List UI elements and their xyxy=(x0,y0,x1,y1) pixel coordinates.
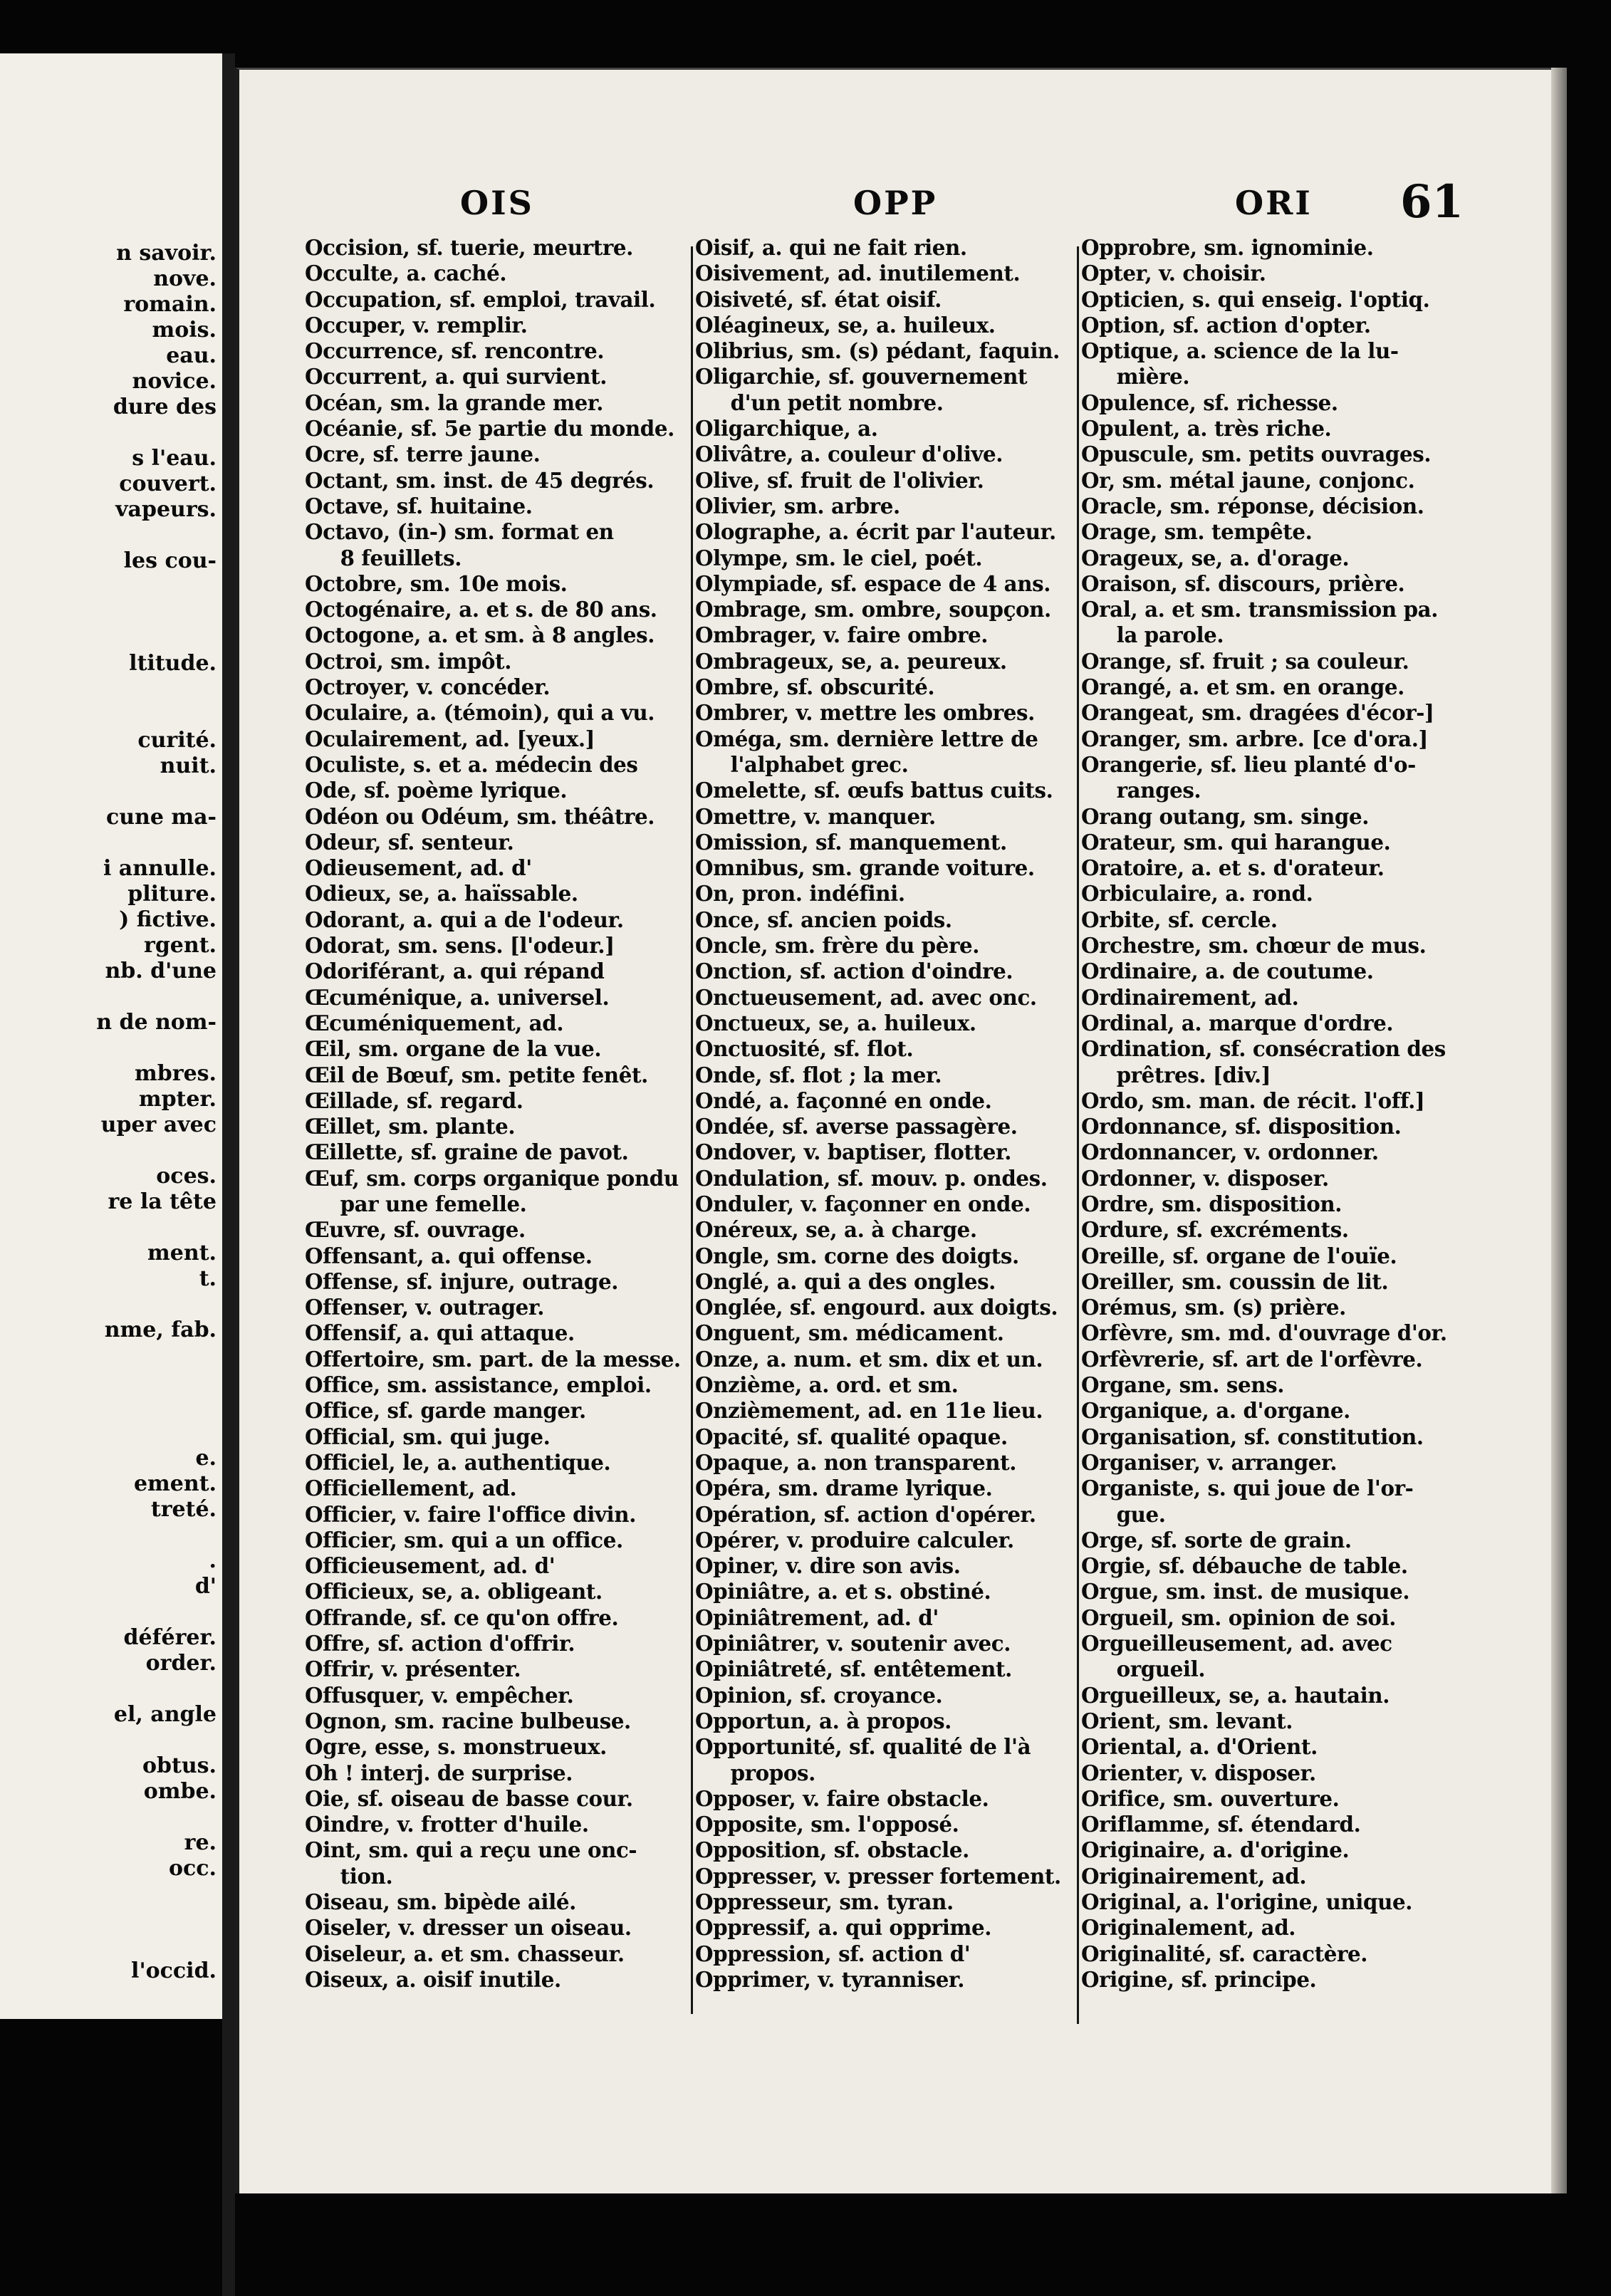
left-page-line: ombe. xyxy=(143,1779,217,1804)
left-page-line: t. xyxy=(199,1266,217,1291)
dictionary-entry: Oreille, sf. organe de l'ouïe. xyxy=(1081,1243,1397,1268)
dictionary-entry: Oranger, sm. arbre. [ce d'ora.] xyxy=(1081,726,1428,751)
dictionary-entry: Originalité, sf. caractère. xyxy=(1081,1941,1368,1966)
dictionary-entry: Odorant, a. qui a de l'odeur. xyxy=(305,907,624,932)
left-page-line: . xyxy=(209,1548,217,1573)
dictionary-entry: Orateur, sm. qui harangue. xyxy=(1081,829,1391,855)
dictionary-entry: Onguent, sm. médicament. xyxy=(695,1320,1004,1346)
dictionary-entry: Oppresseur, sm. tyran. xyxy=(695,1889,954,1914)
left-page-line: novice. xyxy=(132,369,217,394)
dictionary-entry: Orfèvrerie, sf. art de l'orfèvre. xyxy=(1081,1346,1423,1372)
left-page-line: déférer. xyxy=(123,1625,217,1650)
dictionary-entry: Odieux, se, a. haïssable. xyxy=(305,881,578,907)
entry-continuation: l'alphabet grec. xyxy=(730,751,909,777)
dictionary-entry: Octogone, a. et sm. à 8 angles. xyxy=(305,622,655,648)
dictionary-entry: Opter, v. choisir. xyxy=(1081,261,1266,286)
dictionary-entry: Oie, sf. oiseau de basse cour. xyxy=(305,1785,633,1811)
dictionary-entry: Oreiller, sm. coussin de lit. xyxy=(1081,1268,1389,1294)
dictionary-entry: Or, sm. métal jaune, conjonc. xyxy=(1081,467,1415,493)
dictionary-entry: Olibrius, sm. (s) pédant, faquin. xyxy=(695,338,1060,364)
dictionary-entry: Officiellement, ad. xyxy=(305,1476,517,1501)
dictionary-entry: Omettre, v. manquer. xyxy=(695,803,936,829)
dictionary-entry: Orgue, sm. inst. de musique. xyxy=(1081,1579,1410,1604)
dictionary-entry: Opticien, s. qui enseig. l'optiq. xyxy=(1081,286,1430,312)
dictionary-entry: Oisif, a. qui ne fait rien. xyxy=(695,235,967,260)
dictionary-entry: Oint, sm. qui a reçu une onc- xyxy=(305,1837,637,1863)
dictionary-entry: Orifice, sm. ouverture. xyxy=(1081,1785,1340,1811)
dictionary-entry: Offenser, v. outrager. xyxy=(305,1295,545,1320)
dictionary-entry: Olivâtre, a. couleur d'olive. xyxy=(695,442,1003,467)
dictionary-entry: Office, sm. assistance, emploi. xyxy=(305,1372,652,1398)
dictionary-entry: Occision, sf. tuerie, meurtre. xyxy=(305,235,633,260)
dictionary-entry: Onction, sf. action d'oindre. xyxy=(695,959,1013,984)
dictionary-entry: Oratoire, a. et s. d'orateur. xyxy=(1081,855,1385,881)
dictionary-entry: Onéreux, se, a. à charge. xyxy=(695,1217,977,1243)
dictionary-entry: Oiseux, a. oisif inutile. xyxy=(305,1966,561,1992)
dictionary-entry: Odieusement, ad. d' xyxy=(305,855,532,881)
left-page-line: nuit. xyxy=(160,753,217,778)
left-page-line: order. xyxy=(145,1651,217,1676)
dictionary-entry: Opiniâtreté, sf. entêtement. xyxy=(695,1656,1012,1682)
dictionary-entry: Opposition, sf. obstacle. xyxy=(695,1837,969,1863)
dictionary-entry: Opaque, a. non transparent. xyxy=(695,1449,1017,1475)
dictionary-entry: Oiseler, v. dresser un oiseau. xyxy=(305,1915,632,1941)
dictionary-entry: Oléagineux, se, a. huileux. xyxy=(695,312,996,338)
dictionary-entry: On, pron. indéfini. xyxy=(695,881,905,907)
dictionary-entry: Optique, a. science de la lu- xyxy=(1081,338,1399,364)
left-page-line: nove. xyxy=(153,266,217,291)
left-page-line: rgent. xyxy=(144,933,217,958)
dictionary-entry: Opacité, sf. qualité opaque. xyxy=(695,1424,1008,1449)
left-page-line: l'occid. xyxy=(131,1958,217,1983)
dictionary-entry: Opéra, sm. drame lyrique. xyxy=(695,1476,993,1501)
dictionary-entry: Oligarchique, a. xyxy=(695,416,878,442)
entry-continuation: 8 feuillets. xyxy=(340,545,462,570)
dictionary-entry: Opiner, v. dire son avis. xyxy=(695,1553,961,1579)
dictionary-entry: Oisiveté, sf. état oisif. xyxy=(695,286,942,312)
dictionary-entry: Once, sf. ancien poids. xyxy=(695,907,952,932)
dictionary-entry: Orgueilleusement, ad. avec xyxy=(1081,1631,1392,1656)
left-page-line: occ. xyxy=(169,1856,217,1881)
dictionary-entry: Opiniâtrer, v. soutenir avec. xyxy=(695,1631,1011,1656)
column-1 xyxy=(305,235,689,1993)
dictionary-entry: Opiniâtrement, ad. d' xyxy=(695,1604,939,1630)
dictionary-entry: Ordure, sf. excréments. xyxy=(1081,1217,1349,1243)
dictionary-entry: Officieusement, ad. d' xyxy=(305,1553,556,1579)
dictionary-entry: Oriflamme, sf. étendard. xyxy=(1081,1812,1361,1837)
dictionary-entry: Oncle, sm. frère du père. xyxy=(695,933,980,959)
page-edge xyxy=(1551,68,1567,2193)
dictionary-entry: Offusquer, v. empêcher. xyxy=(305,1682,574,1708)
dictionary-entry: Offertoire, sm. part. de la messe. xyxy=(305,1346,681,1372)
left-page-line: e. xyxy=(195,1446,217,1471)
dictionary-entry: Ordonner, v. disposer. xyxy=(1081,1165,1329,1191)
entry-continuation: la parole. xyxy=(1116,622,1224,648)
dictionary-entry: Ombre, sf. obscurité. xyxy=(695,674,935,700)
dictionary-entry: Omelette, sf. œufs battus cuits. xyxy=(695,778,1053,803)
dictionary-entry: Orageux, se, a. d'orage. xyxy=(1081,545,1350,570)
scan-background xyxy=(235,2193,1567,2296)
dictionary-entry: Œil, sm. organe de la vue. xyxy=(305,1036,602,1062)
left-page-line: n de nom- xyxy=(96,1010,217,1035)
dictionary-entry: Olivier, sm. arbre. xyxy=(695,493,900,518)
dictionary-entry: Orfèvre, sm. md. d'ouvrage d'or. xyxy=(1081,1320,1447,1346)
dictionary-entry: Officiel, le, a. authentique. xyxy=(305,1449,611,1475)
dictionary-entry: Odéon ou Odéum, sm. théâtre. xyxy=(305,803,655,829)
left-page-line: pliture. xyxy=(127,882,217,907)
book-spine xyxy=(222,53,235,2296)
dictionary-entry: Oméga, sm. dernière lettre de xyxy=(695,726,1038,751)
dictionary-entry: Orge, sf. sorte de grain. xyxy=(1081,1527,1352,1553)
dictionary-entry: Opposer, v. faire obstacle. xyxy=(695,1785,989,1811)
dictionary-entry: Onctueux, se, a. huileux. xyxy=(695,1010,976,1035)
header-left-word: OIS xyxy=(460,184,534,222)
dictionary-entry: Olympe, sm. le ciel, poét. xyxy=(695,545,983,570)
left-page-line: ) fictive. xyxy=(119,907,217,932)
dictionary-entry: Oiseleur, a. et sm. chasseur. xyxy=(305,1941,625,1966)
dictionary-entry: Organique, a. d'organe. xyxy=(1081,1398,1350,1424)
dictionary-entry: Organe, sm. sens. xyxy=(1081,1372,1285,1398)
dictionary-entry: Organiste, s. qui joue de l'or- xyxy=(1081,1476,1414,1501)
dictionary-entry: Officier, v. faire l'office divin. xyxy=(305,1501,637,1527)
entry-continuation: gue. xyxy=(1116,1501,1166,1527)
dictionary-entry: Ocre, sf. terre jaune. xyxy=(305,442,541,467)
dictionary-entry: Official, sm. qui juge. xyxy=(305,1424,551,1449)
entry-continuation: tion. xyxy=(340,1863,393,1889)
left-page-line: ltitude. xyxy=(129,651,217,676)
dictionary-entry: Offensant, a. qui offense. xyxy=(305,1243,593,1268)
dictionary-entry: Odeur, sf. senteur. xyxy=(305,829,514,855)
left-page-line: treté. xyxy=(150,1497,217,1522)
dictionary-entry: Orang outang, sm. singe. xyxy=(1081,803,1370,829)
entry-continuation: orgueil. xyxy=(1116,1656,1206,1682)
column-divider-1 xyxy=(691,246,693,2014)
left-page-line: re la tête xyxy=(108,1189,217,1214)
left-page-line: s l'eau. xyxy=(132,446,217,471)
dictionary-entry: Œil de Bœuf, sm. petite fenêt. xyxy=(305,1062,648,1087)
dictionary-entry: Oligarchie, sf. gouvernement xyxy=(695,364,1028,390)
dictionary-entry: Ordinairement, ad. xyxy=(1081,984,1299,1010)
dictionary-entry: Ordo, sm. man. de récit. l'off.] xyxy=(1081,1087,1425,1113)
dictionary-entry: Odorat, sm. sens. [l'odeur.] xyxy=(305,933,615,959)
dictionary-entry: Opprobre, sm. ignominie. xyxy=(1081,235,1374,260)
dictionary-entry: Opportun, a. à propos. xyxy=(695,1708,952,1733)
dictionary-entry: Olympiade, sf. espace de 4 ans. xyxy=(695,570,1051,596)
left-page-line: oces. xyxy=(156,1164,217,1189)
dictionary-entry: Océanie, sf. 5e partie du monde. xyxy=(305,416,674,442)
dictionary-entry: Oculiste, s. et a. médecin des xyxy=(305,751,638,777)
dictionary-entry: Origine, sf. principe. xyxy=(1081,1966,1317,1992)
header-right-word: ORI xyxy=(1235,184,1313,222)
dictionary-entry: Omnibus, sm. grande voiture. xyxy=(695,855,1035,881)
dictionary-entry: Orgueilleux, se, a. hautain. xyxy=(1081,1682,1390,1708)
dictionary-entry: Orangeat, sm. dragées d'écor-] xyxy=(1081,700,1434,726)
dictionary-entry: Orémus, sm. (s) prière. xyxy=(1081,1295,1346,1320)
dictionary-entry: Orange, sf. fruit ; sa couleur. xyxy=(1081,648,1409,674)
header-center-word: OPP xyxy=(853,184,938,222)
dictionary-entry: Orbite, sf. cercle. xyxy=(1081,907,1278,932)
dictionary-entry: Offensif, a. qui attaque. xyxy=(305,1320,575,1346)
dictionary-entry: Occupation, sf. emploi, travail. xyxy=(305,286,656,312)
dictionary-entry: Originairement, ad. xyxy=(1081,1863,1307,1889)
dictionary-entry: Ondée, sf. averse passagère. xyxy=(695,1114,1018,1139)
dictionary-entry: Opinion, sf. croyance. xyxy=(695,1682,943,1708)
left-page-line: n savoir. xyxy=(116,241,217,266)
dictionary-entry: Ombrager, v. faire ombre. xyxy=(695,622,989,648)
dictionary-entry: Orgueil, sm. opinion de soi. xyxy=(1081,1604,1397,1630)
dictionary-page xyxy=(235,68,1555,2196)
entry-continuation: par une femelle. xyxy=(340,1191,527,1216)
dictionary-entry: Œillette, sf. graine de pavot. xyxy=(305,1139,629,1165)
dictionary-entry: Octogénaire, a. et s. de 80 ans. xyxy=(305,597,657,622)
left-page-line: obtus. xyxy=(142,1753,217,1778)
dictionary-entry: Oculaire, a. (témoin), qui a vu. xyxy=(305,700,655,726)
dictionary-entry: Oppresser, v. presser fortement. xyxy=(695,1863,1061,1889)
dictionary-entry: Offrande, sf. ce qu'on offre. xyxy=(305,1604,619,1630)
dictionary-entry: Offense, sf. injure, outrage. xyxy=(305,1268,619,1294)
dictionary-entry: Oriental, a. d'Orient. xyxy=(1081,1734,1318,1760)
dictionary-entry: Occurrent, a. qui survient. xyxy=(305,364,608,390)
dictionary-entry: Orienter, v. disposer. xyxy=(1081,1760,1316,1785)
dictionary-entry: Olographe, a. écrit par l'auteur. xyxy=(695,519,1056,545)
left-page-line: ment. xyxy=(147,1241,217,1266)
dictionary-entry: Opération, sf. action d'opérer. xyxy=(695,1501,1036,1527)
dictionary-entry: Ordinaire, a. de coutume. xyxy=(1081,959,1374,984)
dictionary-entry: Ondé, a. façonné en onde. xyxy=(695,1087,992,1113)
left-page-line: mbres. xyxy=(135,1061,217,1086)
dictionary-entry: Orage, sm. tempête. xyxy=(1081,519,1313,545)
dictionary-entry: Opiniâtre, a. et s. obstiné. xyxy=(695,1579,991,1604)
dictionary-entry: Occuper, v. remplir. xyxy=(305,312,528,338)
dictionary-entry: Odoriférant, a. qui répand xyxy=(305,959,605,984)
dictionary-entry: Officier, sm. qui a un office. xyxy=(305,1527,623,1553)
dictionary-entry: Oculairement, ad. [yeux.] xyxy=(305,726,595,751)
dictionary-entry: Oppression, sf. action d' xyxy=(695,1941,971,1966)
dictionary-entry: Œuvre, sf. ouvrage. xyxy=(305,1217,526,1243)
left-page-line: i annulle. xyxy=(103,856,217,881)
dictionary-entry: Ordonnancer, v. ordonner. xyxy=(1081,1139,1379,1165)
dictionary-entry: Ondulation, sf. mouv. p. ondes. xyxy=(695,1165,1048,1191)
dictionary-entry: Orangerie, sf. lieu planté d'o- xyxy=(1081,751,1416,777)
dictionary-entry: Ode, sf. poème lyrique. xyxy=(305,778,568,803)
dictionary-entry: Onglée, sf. engourd. aux doigts. xyxy=(695,1295,1058,1320)
dictionary-entry: Occurrence, sf. rencontre. xyxy=(305,338,605,364)
dictionary-entry: Opulence, sf. richesse. xyxy=(1081,390,1338,415)
dictionary-entry: Onze, a. num. et sm. dix et un. xyxy=(695,1346,1043,1372)
dictionary-entry: Onctuosité, sf. flot. xyxy=(695,1036,914,1062)
dictionary-entry: Offre, sf. action d'offrir. xyxy=(305,1631,575,1656)
dictionary-entry: Original, a. l'origine, unique. xyxy=(1081,1889,1413,1914)
dictionary-entry: Ongle, sm. corne des doigts. xyxy=(695,1243,1019,1268)
column-2 xyxy=(695,235,1077,1993)
dictionary-entry: Ombrageux, se, a. peureux. xyxy=(695,648,1007,674)
dictionary-entry: Octave, sf. huitaine. xyxy=(305,493,533,518)
left-page-line: nme, fab. xyxy=(104,1317,217,1342)
dictionary-entry: Oiseau, sm. bipède ailé. xyxy=(305,1889,576,1914)
left-page-line: eau. xyxy=(166,343,217,368)
left-page-line: mois. xyxy=(152,318,217,343)
dictionary-entry: Ordonnance, sf. disposition. xyxy=(1081,1114,1402,1139)
dictionary-entry: Œillet, sm. plante. xyxy=(305,1114,516,1139)
left-page-line: curité. xyxy=(137,728,217,753)
page-number: 61 xyxy=(1400,175,1464,229)
dictionary-entry: Octant, sm. inst. de 45 degrés. xyxy=(305,467,655,493)
dictionary-entry: Oh ! interj. de surprise. xyxy=(305,1760,573,1785)
dictionary-entry: Océan, sm. la grande mer. xyxy=(305,390,604,415)
dictionary-entry: Oral, a. et sm. transmission pa. xyxy=(1081,597,1439,622)
dictionary-entry: Oisivement, ad. inutilement. xyxy=(695,261,1021,286)
entry-continuation: d'un petit nombre. xyxy=(730,390,944,415)
dictionary-entry: Octavo, (in-) sm. format en xyxy=(305,519,614,545)
dictionary-entry: Organiser, v. arranger. xyxy=(1081,1449,1338,1475)
dictionary-entry: Oppressif, a. qui opprime. xyxy=(695,1915,992,1941)
dictionary-entry: Onctueusement, ad. avec onc. xyxy=(695,984,1037,1010)
dictionary-entry: Œcuménique, a. universel. xyxy=(305,984,610,1010)
left-page-line: uper avec xyxy=(100,1112,217,1137)
dictionary-entry: Opuscule, sm. petits ouvrages. xyxy=(1081,442,1432,467)
left-page-line: vapeurs. xyxy=(115,497,217,522)
dictionary-entry: Oindre, v. frotter d'huile. xyxy=(305,1812,589,1837)
left-page-line: d' xyxy=(194,1574,217,1599)
left-page-line: dure des xyxy=(113,395,217,419)
dictionary-entry: Ombrer, v. mettre les ombres. xyxy=(695,700,1035,726)
dictionary-entry: Opulent, a. très riche. xyxy=(1081,416,1332,442)
dictionary-entry: Ordre, sm. disposition. xyxy=(1081,1191,1342,1216)
dictionary-entry: Ogre, esse, s. monstrueux. xyxy=(305,1734,607,1760)
left-page-line: mpter. xyxy=(138,1087,217,1112)
left-page-line: couvert. xyxy=(119,471,217,496)
dictionary-entry: Omission, sf. manquement. xyxy=(695,829,1007,855)
entry-continuation: mière. xyxy=(1116,364,1190,390)
dictionary-entry: Oracle, sm. réponse, décision. xyxy=(1081,493,1424,518)
dictionary-entry: Officieux, se, a. obligeant. xyxy=(305,1579,603,1604)
dictionary-entry: Offrir, v. présenter. xyxy=(305,1656,521,1682)
left-page-fragment xyxy=(0,53,225,2019)
dictionary-entry: Opérer, v. produire calculer. xyxy=(695,1527,1014,1553)
dictionary-entry: Organisation, sf. constitution. xyxy=(1081,1424,1424,1449)
dictionary-entry: Œillade, sf. regard. xyxy=(305,1087,523,1113)
dictionary-entry: Onde, sf. flot ; la mer. xyxy=(695,1062,942,1087)
left-page-line: el, angle xyxy=(113,1702,217,1727)
left-page-line: romain. xyxy=(123,292,217,317)
dictionary-entry: Orchestre, sm. chœur de mus. xyxy=(1081,933,1427,959)
dictionary-entry: Ombrage, sm. ombre, soupçon. xyxy=(695,597,1051,622)
dictionary-entry: Octroyer, v. concéder. xyxy=(305,674,551,700)
dictionary-entry: Opposite, sm. l'opposé. xyxy=(695,1812,959,1837)
dictionary-entry: Option, sf. action d'opter. xyxy=(1081,312,1371,338)
dictionary-entry: Office, sf. garde manger. xyxy=(305,1398,586,1424)
dictionary-entry: Opportunité, sf. qualité de l'à xyxy=(695,1734,1031,1760)
dictionary-entry: Orangé, a. et sm. en orange. xyxy=(1081,674,1404,700)
left-page-line: cune ma- xyxy=(105,805,217,830)
dictionary-entry: Opprimer, v. tyranniser. xyxy=(695,1966,965,1992)
left-page-line: les cou- xyxy=(123,548,217,573)
dictionary-entry: Onduler, v. façonner en onde. xyxy=(695,1191,1031,1216)
dictionary-entry: Olive, sf. fruit de l'olivier. xyxy=(695,467,984,493)
entry-continuation: propos. xyxy=(730,1760,815,1785)
dictionary-entry: Onzièmement, ad. en 11e lieu. xyxy=(695,1398,1043,1424)
dictionary-entry: Œuf, sm. corps organique pondu xyxy=(305,1165,679,1191)
dictionary-entry: Oraison, sf. discours, prière. xyxy=(1081,570,1405,596)
column-3 xyxy=(1081,235,1466,1993)
entry-continuation: prêtres. [div.] xyxy=(1116,1062,1271,1087)
dictionary-entry: Œcuméniquement, ad. xyxy=(305,1010,564,1035)
dictionary-entry: Ondover, v. baptiser, flotter. xyxy=(695,1139,1012,1165)
dictionary-entry: Octobre, sm. 10e mois. xyxy=(305,570,568,596)
dictionary-entry: Originalement, ad. xyxy=(1081,1915,1296,1941)
dictionary-entry: Ordination, sf. consécration des xyxy=(1081,1036,1446,1062)
dictionary-entry: Onzième, a. ord. et sm. xyxy=(695,1372,959,1398)
dictionary-entry: Orgie, sf. débauche de table. xyxy=(1081,1553,1408,1579)
dictionary-entry: Originaire, a. d'origine. xyxy=(1081,1837,1350,1863)
dictionary-entry: Onglé, a. qui a des ongles. xyxy=(695,1268,996,1294)
left-page-line: re. xyxy=(184,1830,217,1855)
dictionary-entry: Orient, sm. levant. xyxy=(1081,1708,1293,1733)
column-divider-2 xyxy=(1077,246,1079,2024)
dictionary-entry: Ordinal, a. marque d'ordre. xyxy=(1081,1010,1394,1035)
entry-continuation: ranges. xyxy=(1116,778,1201,803)
dictionary-entry: Octroi, sm. impôt. xyxy=(305,648,512,674)
dictionary-entry: Occulte, a. caché. xyxy=(305,261,507,286)
left-page-line: ement. xyxy=(133,1471,217,1496)
dictionary-entry: Orbiculaire, a. rond. xyxy=(1081,881,1313,907)
left-page-line: nb. d'une xyxy=(105,959,217,983)
dictionary-entry: Ognon, sm. racine bulbeuse. xyxy=(305,1708,631,1733)
